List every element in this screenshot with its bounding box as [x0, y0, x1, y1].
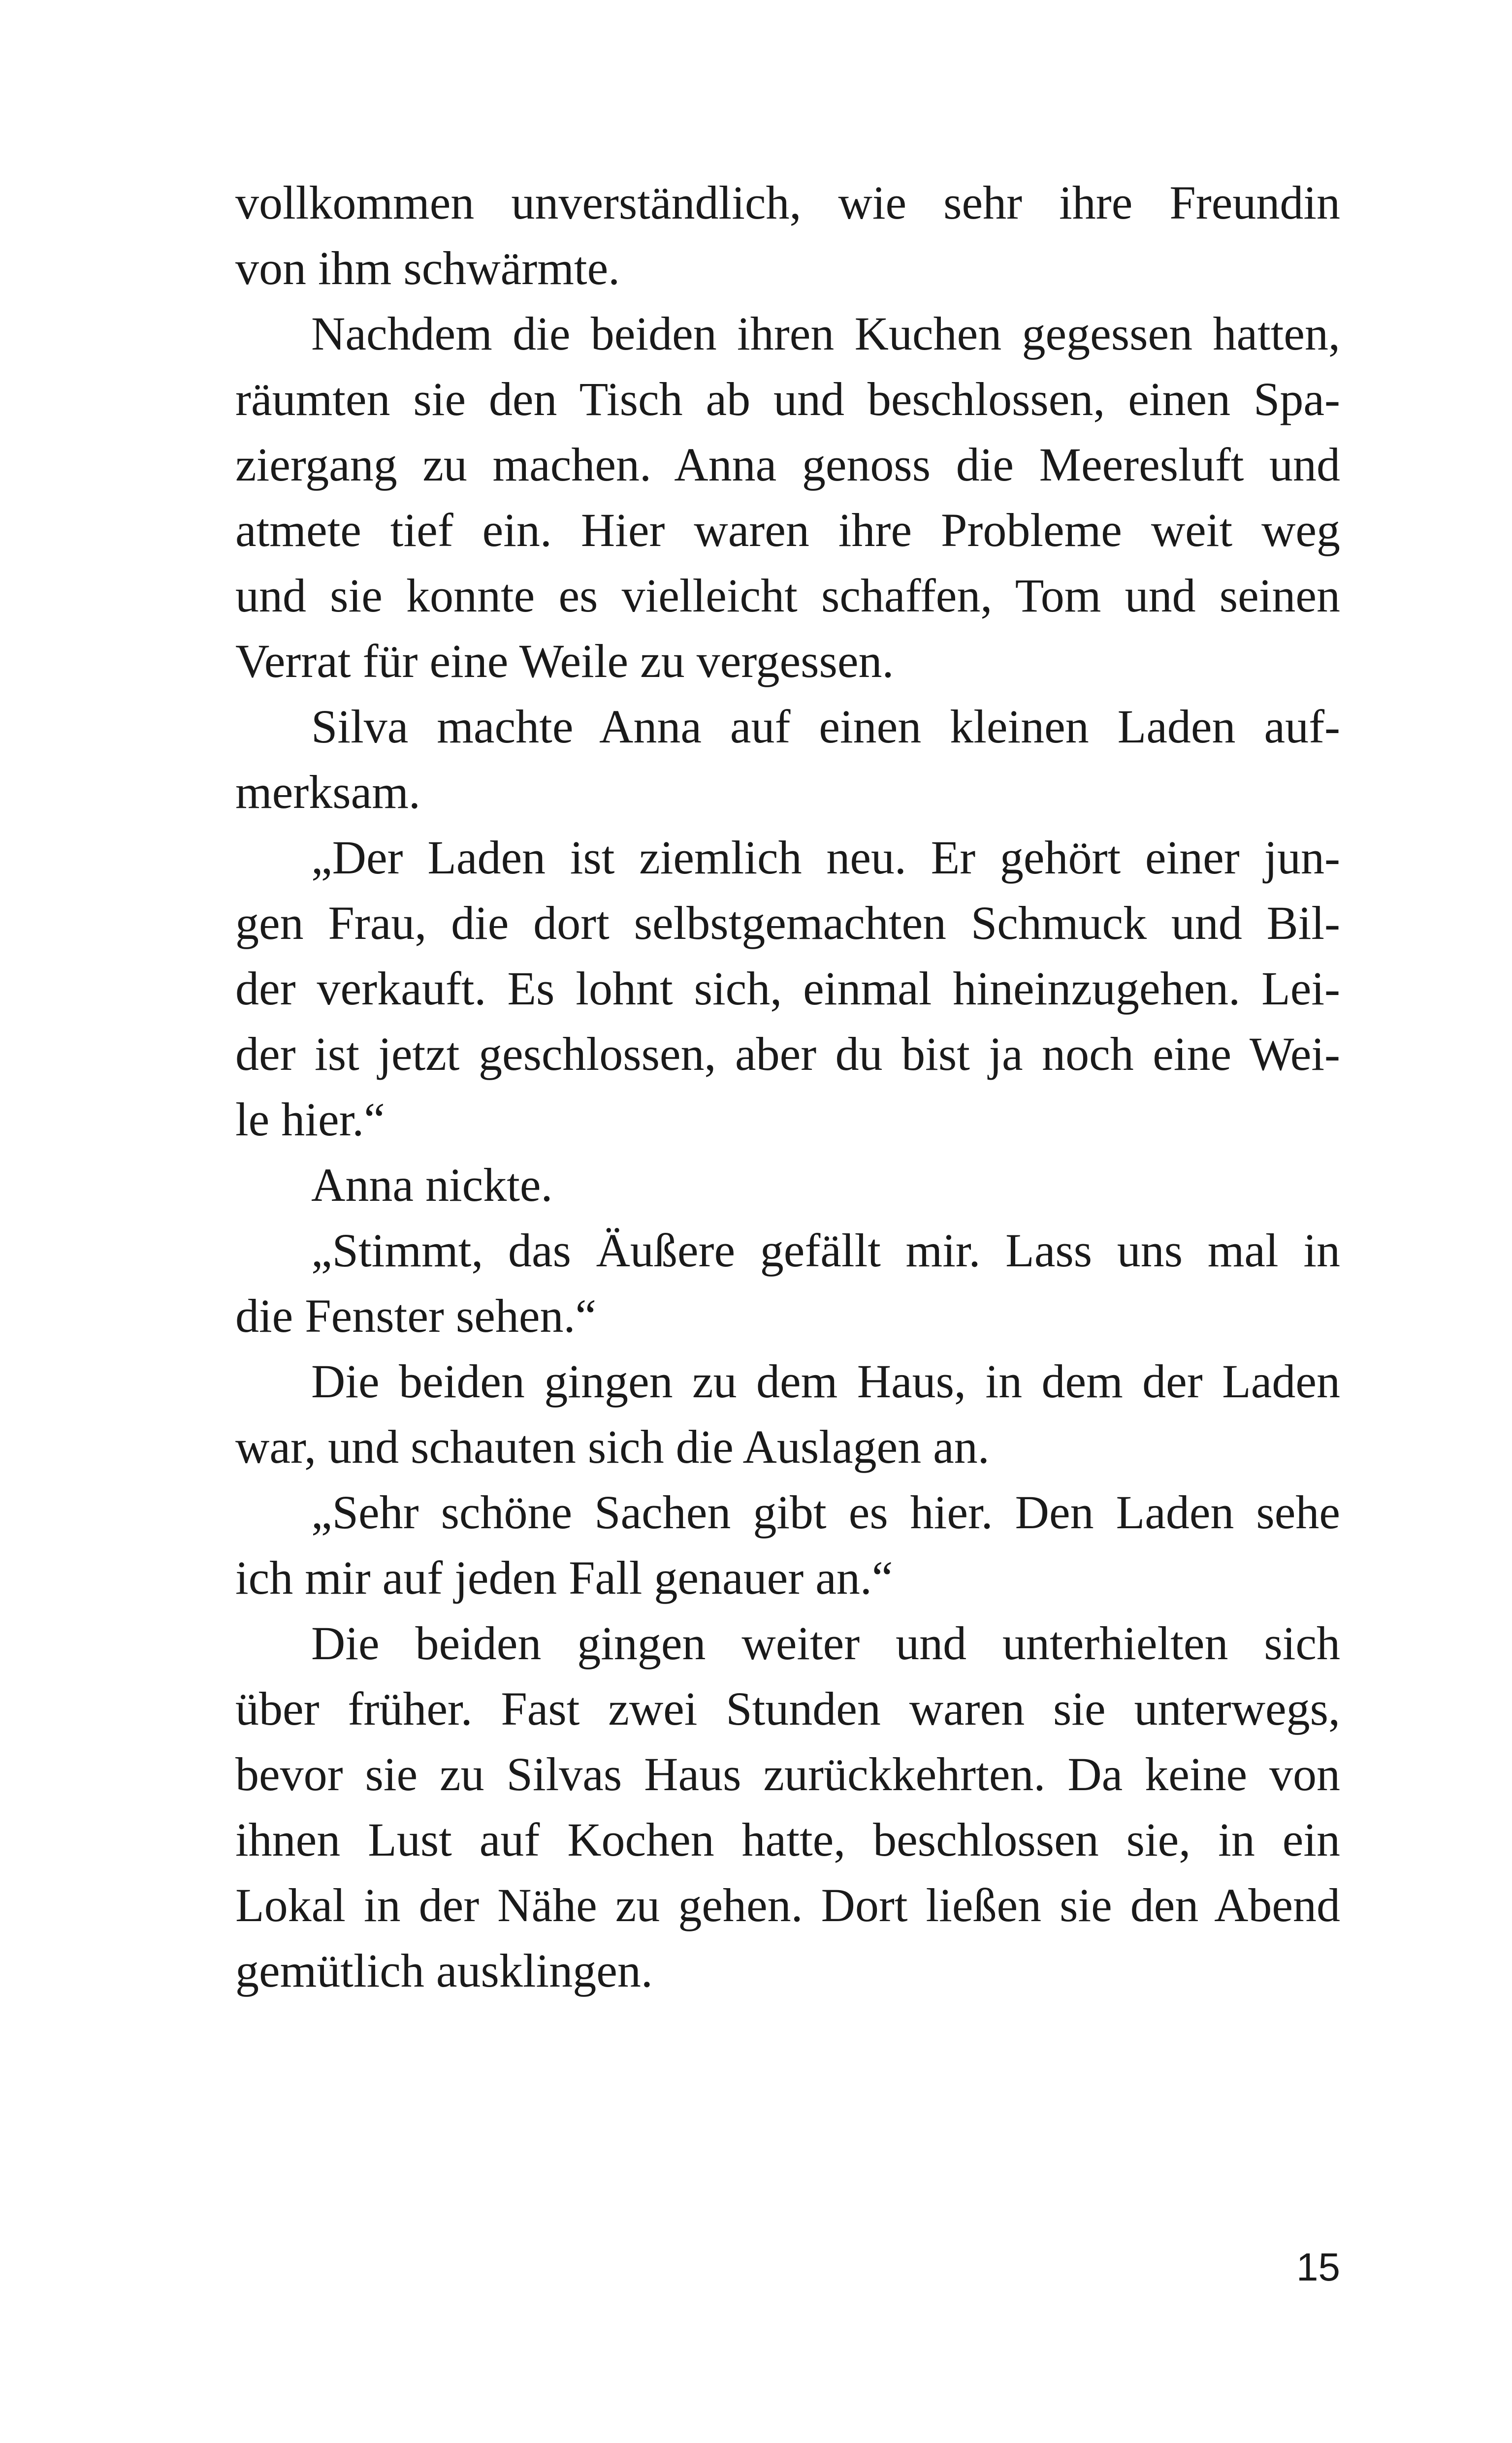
text-line: Lokal in der Nähe zu gehen. Dort ließen sie den Abend: [235, 1879, 1340, 1931]
text-line: atmete tief ein. Hier waren ihre Probleme weit weg: [235, 504, 1340, 556]
text-line: le hier.“: [235, 1093, 385, 1146]
text-line: über früher. Fast zwei Stunden waren sie unterwegs,: [235, 1682, 1340, 1735]
paragraph: [235, 1218, 1340, 1349]
text-line: „Der Laden ist ziemlich neu. Er gehört einer jun-: [311, 831, 1340, 884]
text-line: räumten sie den Tisch ab und beschlossen, einen Spa-: [235, 373, 1340, 425]
paragraph: [235, 301, 1340, 694]
text-line: merksam.: [235, 766, 420, 818]
text-line: ich mir auf jeden Fall genauer an.“: [235, 1551, 893, 1604]
paragraph: [235, 1479, 1340, 1610]
text-line: „Stimmt, das Äußere gefällt mir. Lass uns mal in: [311, 1224, 1340, 1277]
text-line: ihnen Lust auf Kochen hatte, beschlossen sie, in ein: [235, 1813, 1340, 1866]
text-line: Verrat für eine Weile zu vergessen.: [235, 635, 894, 687]
text-line: vollkommen unverständlich, wie sehr ihre Freundin: [235, 176, 1340, 229]
page-number: 15: [1296, 2245, 1340, 2289]
text-line: Die beiden gingen weiter und unterhielten sich: [311, 1617, 1340, 1670]
text-line: gen Frau, die dort selbstgemachten Schmuck und Bil-: [235, 897, 1340, 949]
text-line: war, und schauten sich die Auslagen an.: [235, 1420, 990, 1473]
paragraph: [235, 1349, 1340, 1479]
text-line: Nachdem die beiden ihren Kuchen gegessen hatten,: [311, 307, 1340, 360]
text-line: bevor sie zu Silvas Haus zurückkehrten. Da keine von: [235, 1748, 1340, 1800]
text-line: Silva machte Anna auf einen kleinen Laden auf-: [311, 700, 1340, 753]
paragraph: [235, 1610, 1340, 2003]
paragraph: [235, 825, 1340, 1152]
paragraph: [235, 1152, 1340, 1218]
text-line: Anna nickte.: [311, 1158, 553, 1211]
text-line: und sie konnte es vielleicht schaffen, Tom und seinen: [235, 569, 1340, 622]
text-line: der ist jetzt geschlossen, aber du bist ja noch eine Wei-: [235, 1028, 1340, 1080]
text-line: der verkauft. Es lohnt sich, einmal hineinzugehen. Lei-: [235, 962, 1340, 1015]
text-line: gemütlich ausklingen.: [235, 1944, 653, 1997]
text-line: die Fenster sehen.“: [235, 1289, 597, 1342]
paragraph: [235, 694, 1340, 825]
body-text: [235, 170, 1340, 2003]
text-line: von ihm schwärmte.: [235, 242, 620, 294]
text-line: ziergang zu machen. Anna genoss die Meeresluft und: [235, 438, 1340, 491]
text-line: Die beiden gingen zu dem Haus, in dem der Laden: [311, 1355, 1340, 1408]
text-line: „Sehr schöne Sachen gibt es hier. Den Laden sehe: [311, 1486, 1340, 1539]
paragraph: [235, 170, 1340, 301]
